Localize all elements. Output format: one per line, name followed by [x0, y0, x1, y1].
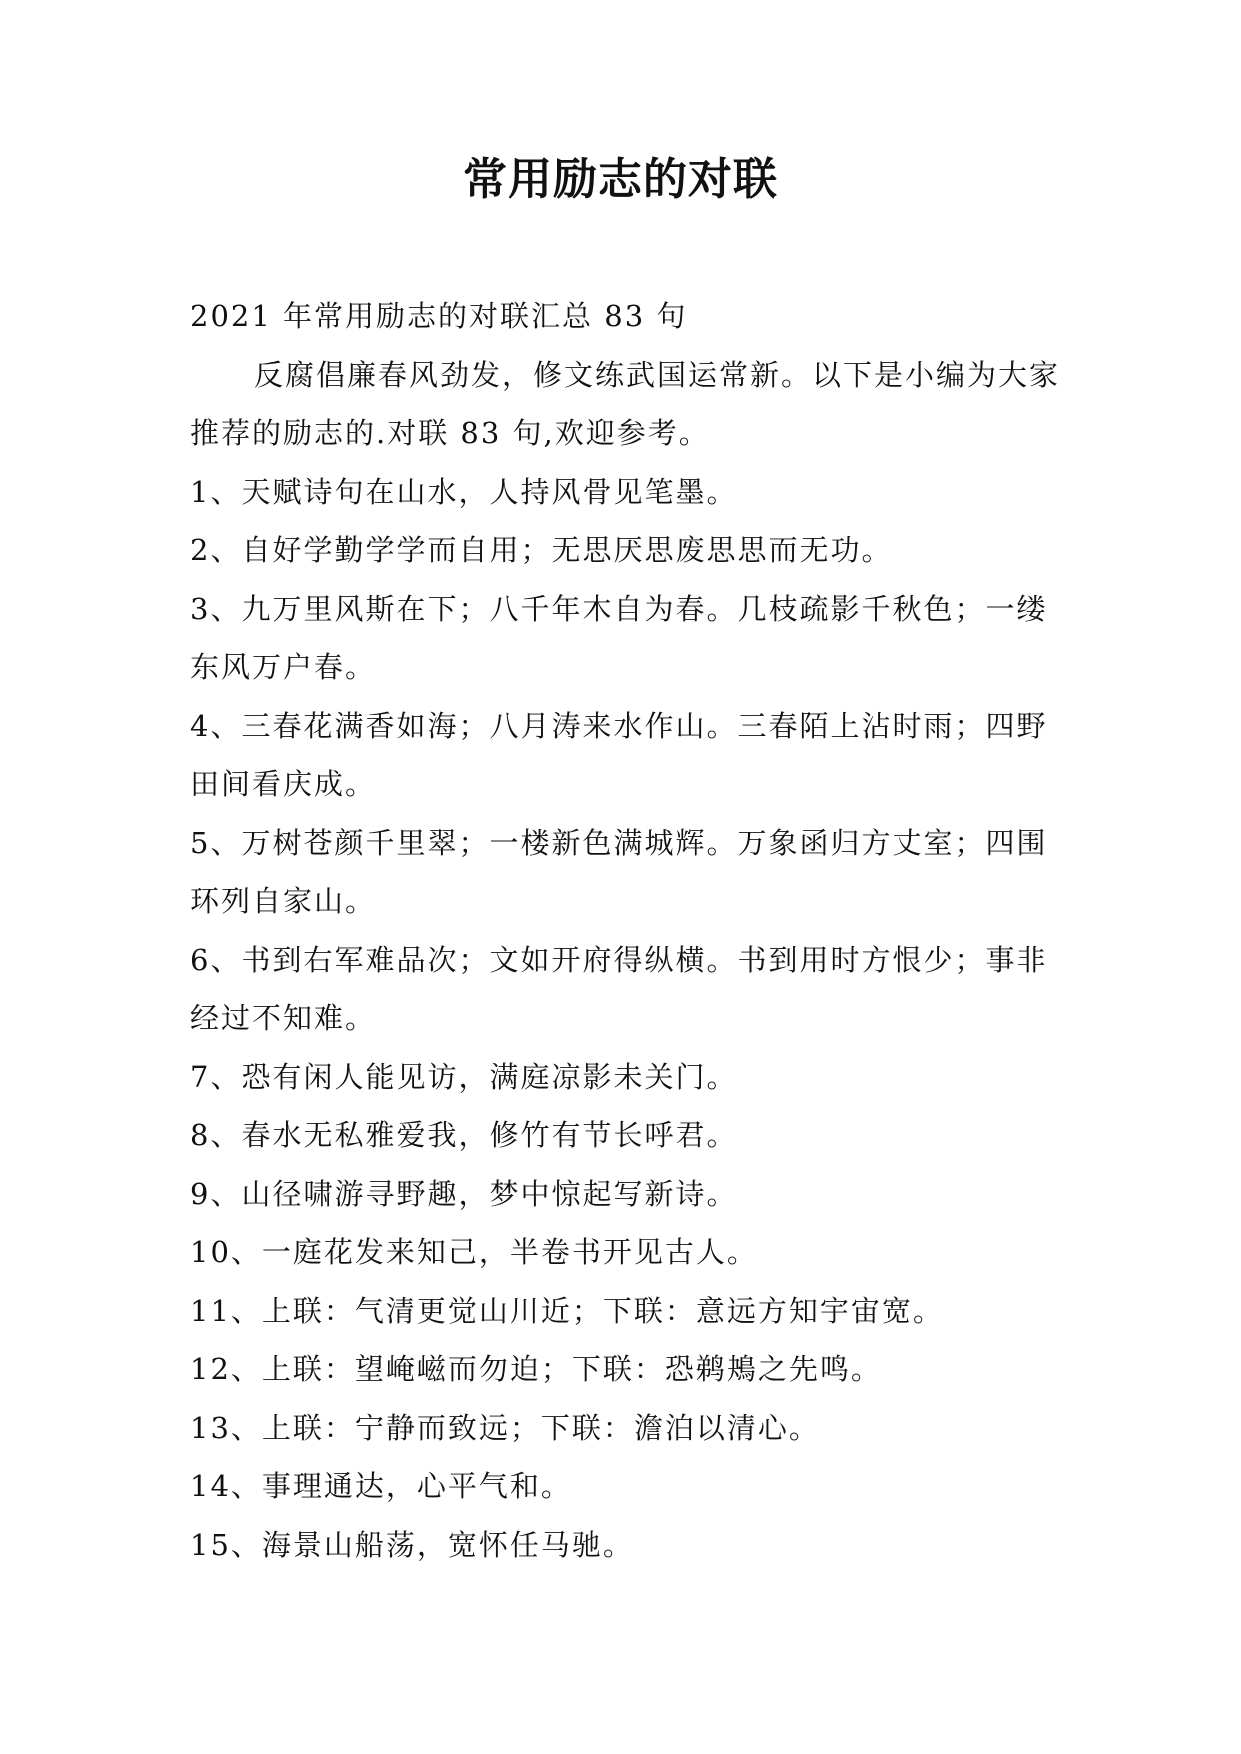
couplet-item-12: 12、上联：望崦嵫而勿迫；下联：恐鹈鴂之先鸣。	[190, 1352, 882, 1386]
couplet-item-14: 14、事理通达，心平气和。	[190, 1469, 572, 1503]
couplet-item-1: 1、天赋诗句在山水，人持风骨见笔墨。	[190, 474, 738, 509]
document-subtitle: 2021 年常用励志的对联汇总 83 句	[190, 299, 688, 333]
couplet-item-5: 5、万树苍颜千里翠；一楼新色满城辉。万象函归方丈室；四围环列自家山。	[190, 825, 1048, 918]
couplet-item-11: 11、上联：气清更觉山川近；下联：意远方知宇宙宽。	[190, 1293, 944, 1328]
couplet-item-13: 13、上联：宁静而致远；下联：澹泊以清心。	[190, 1410, 820, 1445]
couplet-item-4: 4、三春花满香如海；八月涛来水作山。三春陌上沾时雨；四野田间看庆成。	[190, 708, 1048, 801]
couplet-item-7: 7、恐有闲人能见访，满庭凉影未关门。	[190, 1059, 738, 1094]
couplet-item-8: 8、春水无私雅爱我，修竹有节长呼君。	[190, 1118, 738, 1152]
couplet-item-9: 9、山径啸游寻野趣，梦中惊起写新诗。	[190, 1176, 738, 1211]
intro-paragraph: 反腐倡廉春风劲发，修文练武国运常新。以下是小编为大家推荐的励志的.对联 83 句,欢迎参考。	[190, 357, 1061, 450]
couplet-item-6: 6、书到右军难品次；文如开府得纵横。书到用时方恨少；事非经过不知难。	[190, 942, 1048, 1035]
couplet-item-10: 10、一庭花发来知己，半卷书开见古人。	[190, 1235, 758, 1269]
couplet-item-15: 15、海景山船荡，宽怀任马驰。	[190, 1527, 634, 1562]
document-body	[190, 287, 1060, 1574]
page-title: 常用励志的对联	[463, 154, 778, 205]
couplet-item-3: 3、九万里风斯在下；八千年木自为春。几枝疏影千秋色；一缕东风万户春。	[190, 591, 1048, 684]
couplet-item-2: 2、自好学勤学学而自用；无思厌思废思思而无功。	[190, 533, 893, 567]
